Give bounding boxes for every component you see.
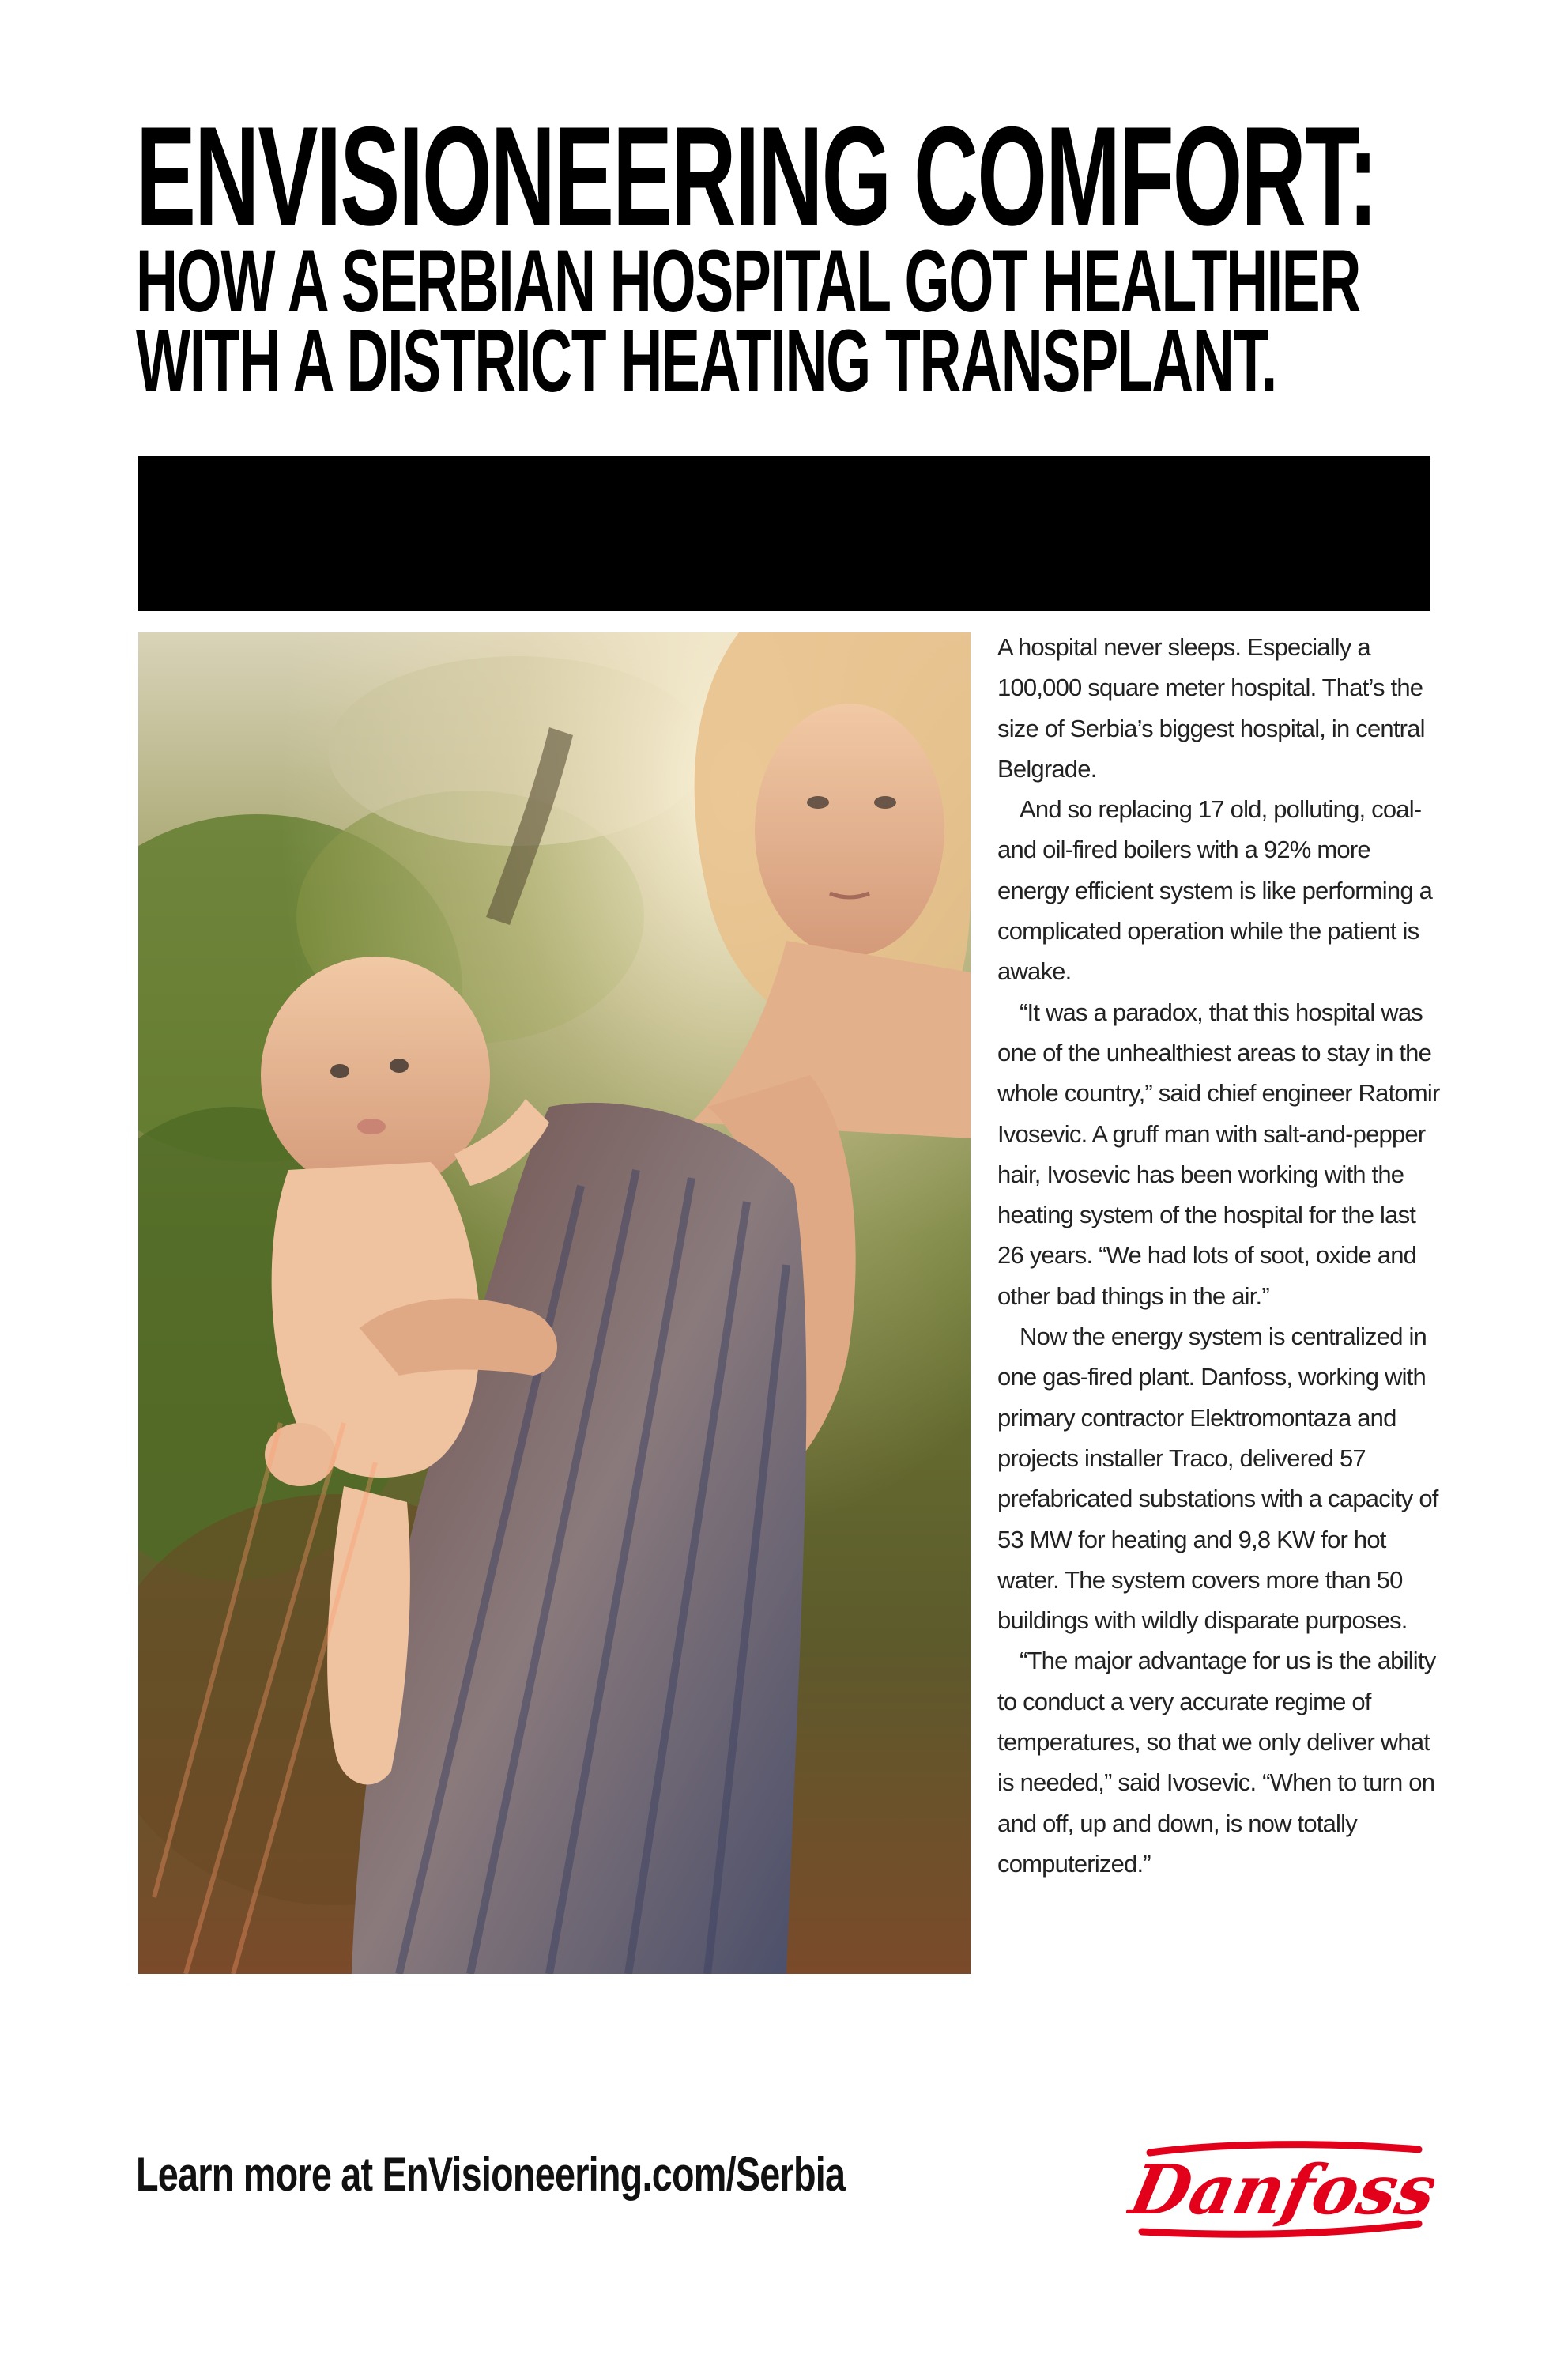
mother-and-baby-photo: [138, 632, 971, 1974]
article-body: [997, 627, 1440, 1884]
black-banner-bar: [138, 456, 1430, 611]
danfoss-logo-wordmark: Danfoss: [1126, 2149, 1434, 2230]
article-paragraph: “It was a paradox, that this hospital was one of the unhealthiest areas to stay in the whole country,” said chief engineer Ratomir Ivosevic. A gruff man with salt-and-pepper hair, Ivosevic has been working with the heating system of the hospital for the last 26 years. “We had lots of soot, oxide and other bad things in the air.”: [997, 998, 1440, 1310]
headline-subtitle-line-1: HOW A SERBIAN HOSPITAL GOT HEALTHIER: [136, 232, 1361, 330]
article-paragraph: “The major advantage for us is the ability to conduct a very accurate regime of temperatures, so that we only deliver what is needed,” said Ivosevic. “When to turn on and off, up and down, is now totally computerized.”: [997, 1647, 1436, 1878]
danfoss-logo: [1126, 2138, 1434, 2241]
article-paragraph: And so replacing 17 old, polluting, coal- and oil-fired boilers with a 92% more energy efficient system is like performing a complicated operation while the patient is awake.: [997, 795, 1433, 986]
headline-title: ENVISIONEERING COMFORT:: [136, 97, 1377, 255]
article-paragraph: Now the energy system is centralized in one gas-fired plant. Danfoss, working with primary contractor Elektromontaza and projects installer Traco, delivered 57 prefabricated substations with a capacity of 53 MW for heating and 9,8 KW for hot water. The system covers more than 50 buildings with wildly disparate purposes.: [997, 1323, 1438, 1635]
learn-more-link[interactable]: Learn more at EnVisioneering.com/Serbia: [136, 2148, 846, 2201]
headline: [136, 97, 1464, 410]
article-paragraph: A hospital never sleeps. Especially a 100,000 square meter hospital. That’s the size of Serbia’s biggest hospital, in central Belgrade.: [997, 633, 1425, 783]
headline-subtitle-line-2: WITH A DISTRICT HEATING TRANSPLANT.: [136, 311, 1276, 410]
